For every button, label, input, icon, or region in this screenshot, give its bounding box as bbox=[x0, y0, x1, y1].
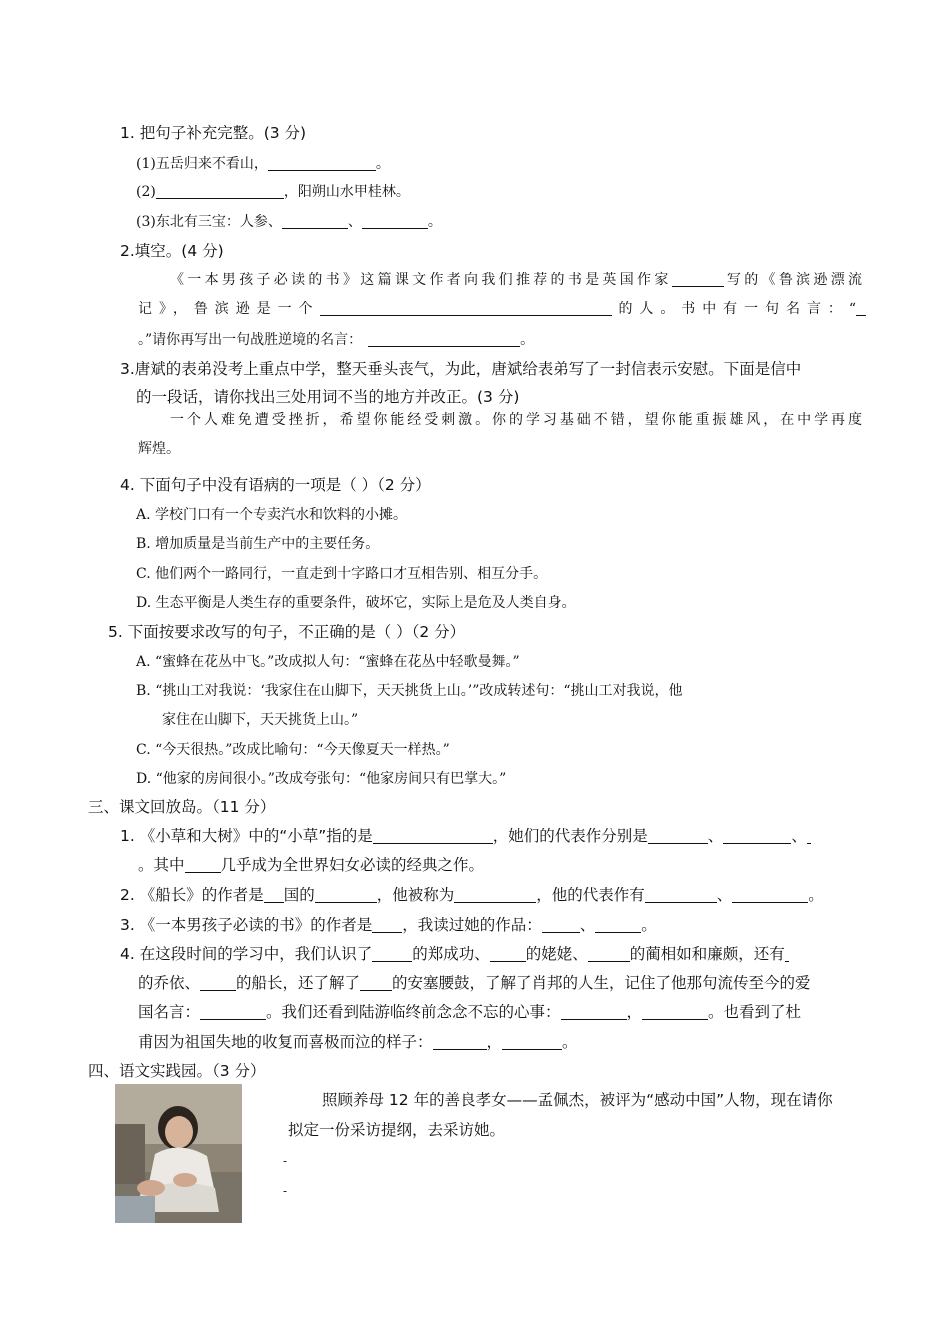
answer-blank[interactable] bbox=[856, 299, 866, 316]
s3q4-l4a: 甫因为祖国失地的收复而喜极而泣的样子： bbox=[138, 1033, 433, 1051]
answer-blank[interactable] bbox=[368, 330, 520, 347]
q2-l3b: 。 bbox=[520, 332, 535, 348]
interview-line-2[interactable]: - bbox=[283, 1184, 288, 1198]
answer-blank[interactable] bbox=[268, 154, 376, 171]
s3q4-l4b: ， bbox=[486, 1033, 503, 1051]
answer-blank[interactable] bbox=[362, 212, 428, 229]
s3q1-d: 、 bbox=[791, 827, 807, 845]
s3-q1-line-1 bbox=[120, 826, 811, 846]
answer-blank[interactable] bbox=[807, 827, 811, 844]
s3q2-e: 、 bbox=[716, 886, 733, 904]
answer-blank[interactable] bbox=[200, 974, 236, 991]
answer-blank[interactable] bbox=[723, 827, 791, 844]
q1-s1-text: (1)五岳归来不看山， bbox=[136, 156, 268, 172]
s3q4-l2b: 的船长，还了解了 bbox=[236, 974, 361, 992]
q2-l2b: 的人。书中有一句名言：“ bbox=[611, 301, 856, 317]
s3q3-a: 3. 《一本男孩子必读的书》的作者是 bbox=[120, 916, 373, 934]
q2-l3a: 。”请你再写出一句战胜逆境的名言： bbox=[138, 332, 363, 348]
s3q4-l2c: 的安塞腰鼓，了解了肖邦的人生，记住了他那句流传至今的爱 bbox=[392, 974, 811, 992]
answer-blank[interactable] bbox=[648, 827, 708, 844]
s3q3-d: 。 bbox=[641, 916, 657, 934]
s3q2-c: ，他被称为 bbox=[376, 886, 455, 904]
q4-option-b[interactable]: B. 增加质量是当前生产中的主要任务。 bbox=[136, 536, 380, 552]
answer-blank[interactable] bbox=[315, 886, 377, 903]
photo-woman-caring bbox=[115, 1084, 242, 1223]
q1-s2-end: ，阳朔山水甲桂林。 bbox=[283, 184, 410, 200]
q2-line-3 bbox=[138, 330, 534, 350]
q1-s3-sep: 、 bbox=[347, 214, 362, 230]
answer-blank[interactable] bbox=[561, 1003, 627, 1020]
q3-passage-2: 辉煌。 bbox=[138, 441, 180, 457]
s3q2-b: 国的 bbox=[283, 886, 315, 904]
s3q4-l3d: 。也看到了杜 bbox=[708, 1003, 802, 1021]
q1-s3-text: (3)东北有三宝：人参、 bbox=[136, 214, 282, 230]
s3q4-l4c: 。 bbox=[562, 1033, 578, 1051]
q4-title: 4. 下面句子中没有语病的一项是（ ）（2 分） bbox=[120, 476, 431, 494]
q2-line-1 bbox=[170, 270, 862, 290]
s4-paragraph-1 bbox=[322, 1090, 833, 1110]
s3q1-e: 。其中 bbox=[138, 856, 185, 874]
q5-title: 5. 下面按要求改写的句子，不正确的是（ ）（2 分） bbox=[108, 623, 466, 641]
s3q4-l1c: 的姥姥、 bbox=[525, 945, 588, 963]
q1-sentence-1 bbox=[136, 154, 390, 174]
s3q2-a: 2. 《船长》的作者是 bbox=[120, 886, 264, 904]
answer-blank[interactable] bbox=[373, 827, 493, 844]
answer-blank[interactable] bbox=[490, 945, 526, 962]
q2-title: 2.填空。(4 分) bbox=[120, 242, 224, 260]
answer-blank[interactable] bbox=[433, 1033, 487, 1050]
s3q3-c: 、 bbox=[579, 916, 596, 934]
s3q4-l3b: 。我们还看到陆游临终前念念不忘的心事： bbox=[266, 1003, 561, 1021]
q5-option-c[interactable]: C. “今天很热。”改成比喻句：“今天像夏天一样热。” bbox=[136, 742, 450, 758]
s3q4-l1d: 的蔺相如和廉颇，还有 bbox=[629, 945, 785, 963]
q2-l1a: 《一本男孩子必读的书》这篇课文作者向我们推荐的书是英国作家 bbox=[170, 272, 672, 288]
q1-s1-end: 。 bbox=[375, 156, 390, 172]
q5-option-a[interactable]: A. “蜜蜂在花丛中飞。”改成拟人句：“蜜蜂在花丛中轻歌曼舞。” bbox=[136, 654, 520, 670]
answer-blank[interactable] bbox=[156, 182, 284, 199]
q2-l1b: 写的《鲁滨逊漂流 bbox=[723, 272, 863, 288]
answer-blank[interactable] bbox=[200, 1003, 266, 1020]
interview-line-1[interactable]: - bbox=[283, 1154, 288, 1168]
s3q4-l1b: 的郑成功、 bbox=[412, 945, 490, 963]
q2-line-2 bbox=[138, 299, 866, 319]
q5-option-b-cont: 家住在山脚下，天天挑货上山。” bbox=[162, 712, 359, 728]
s3q2-f: 。 bbox=[808, 886, 824, 904]
s3q1-f: 几乎成为全世界妇女必读的经典之作。 bbox=[220, 856, 485, 874]
s3q2-d: ，他的代表作有 bbox=[536, 886, 645, 904]
answer-blank[interactable] bbox=[372, 916, 402, 933]
q1-s2-text: (2) bbox=[136, 184, 156, 200]
q4-option-d[interactable]: D. 生态平衡是人类生存的重要条件，破坏它，实际上是危及人类自身。 bbox=[136, 595, 576, 611]
s4-p1c: 孟佩杰，被评为“感动中国”人物，现在请你 bbox=[537, 1091, 833, 1109]
s3q4-l2a: 的乔依、 bbox=[138, 974, 201, 992]
s3-q4-line-4 bbox=[138, 1032, 578, 1052]
answer-blank[interactable] bbox=[785, 945, 789, 962]
q3-line-2: 的一段话，请你找出三处用词不当的地方并改正。(3 分) bbox=[136, 388, 520, 406]
q1-title: 1. 把句子补充完整。(3 分) bbox=[120, 124, 307, 142]
answer-blank[interactable] bbox=[185, 856, 221, 873]
answer-blank[interactable] bbox=[542, 916, 580, 933]
answer-blank[interactable] bbox=[502, 1033, 562, 1050]
q2-l2a: 记》，鲁滨逊是一个 bbox=[138, 301, 320, 317]
answer-blank[interactable] bbox=[642, 1003, 708, 1020]
s3q1-b: ，她们的代表作分别是 bbox=[492, 827, 648, 845]
answer-blank[interactable] bbox=[320, 299, 612, 316]
q3-passage-1: 一个人难免遭受挫折，希望你能经受刺激。你的学习基础不错，望你能重振雄风，在中学再度 bbox=[170, 412, 862, 428]
s3-q4-line-3 bbox=[138, 1002, 801, 1022]
q3-line-1: 3.唐斌的表弟没考上重点中学，整天垂头丧气，为此，唐斌给表弟写了一封信表示安慰。下面是信中 bbox=[120, 360, 802, 378]
answer-blank[interactable] bbox=[645, 886, 717, 903]
s3q4-l1a: 4. 在这段时间的学习中，我们认识了 bbox=[120, 945, 373, 963]
s3-q4-line-1 bbox=[120, 944, 789, 964]
s3-q1-line-2 bbox=[138, 855, 484, 875]
answer-blank[interactable] bbox=[372, 945, 412, 962]
s3q3-b: ，我读过她的作品： bbox=[402, 916, 542, 934]
section3-heading: 三、课文回放岛。（11 分） bbox=[88, 798, 276, 816]
answer-blank[interactable] bbox=[732, 886, 808, 903]
answer-blank[interactable] bbox=[264, 886, 284, 903]
s3q4-l3a: 国名言： bbox=[138, 1003, 201, 1021]
s3q1-c: 、 bbox=[707, 827, 724, 845]
q1-sentence-3 bbox=[136, 212, 442, 232]
s3-q4-line-2 bbox=[138, 973, 811, 993]
s4-dash: —— bbox=[506, 1091, 538, 1109]
q4-option-c[interactable]: C. 他们两个一路同行，一直走到十字路口才互相告别、相互分手。 bbox=[136, 566, 548, 582]
s3-q2 bbox=[120, 885, 824, 905]
q1-s3-end: 。 bbox=[427, 214, 442, 230]
section4-heading: 四、语文实践园。（3 分） bbox=[88, 1062, 266, 1080]
answer-blank[interactable] bbox=[360, 974, 392, 991]
answer-blank[interactable] bbox=[454, 886, 536, 903]
s3q4-l3c: ， bbox=[626, 1003, 643, 1021]
answer-blank[interactable] bbox=[588, 945, 630, 962]
answer-blank[interactable] bbox=[672, 270, 724, 287]
q4-option-a[interactable]: A. 学校门口有一个专卖汽水和饮料的小摊。 bbox=[136, 507, 408, 523]
answer-blank[interactable] bbox=[282, 212, 348, 229]
s4-p1a: 照顾养母 12 年的善良孝女 bbox=[322, 1091, 507, 1109]
q1-sentence-2 bbox=[136, 182, 410, 202]
s3q1-a: 1. 《小草和大树》中的“小草”指的是 bbox=[120, 827, 373, 845]
answer-blank[interactable] bbox=[595, 916, 641, 933]
q5-option-d[interactable]: D. “他家的房间很小。”改成夸张句：“他家房间只有巴掌大。” bbox=[136, 771, 507, 787]
s3-q3 bbox=[120, 915, 657, 935]
s4-paragraph-2: 拟定一份采访提纲，去采访她。 bbox=[288, 1121, 506, 1139]
q5-option-b[interactable]: B. “挑山工对我说：‘我家住在山脚下，天天挑货上山。’”改成转述句：“挑山工对我说，他 bbox=[136, 683, 683, 699]
